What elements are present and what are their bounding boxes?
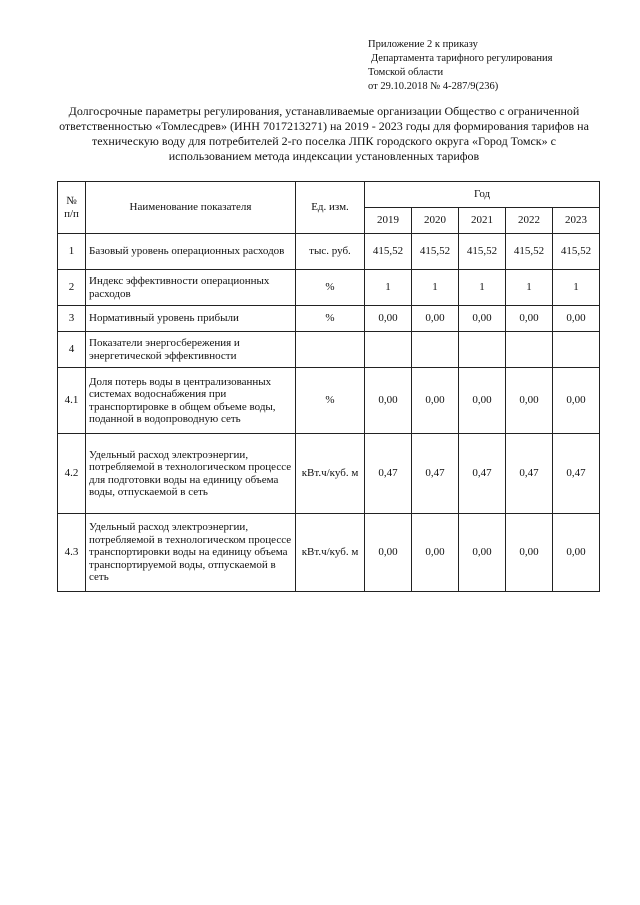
row-value-cell: 0,47 bbox=[365, 434, 412, 514]
row-value-cell: 0,00 bbox=[412, 306, 459, 332]
appendix-line: Приложение 2 к приказу bbox=[368, 39, 478, 50]
row-number-cell: 4 bbox=[58, 332, 86, 368]
table-row bbox=[58, 332, 600, 368]
row-value-cell: 0,00 bbox=[365, 306, 412, 332]
row-value-cell bbox=[553, 332, 600, 368]
row-value-cell: 415,52 bbox=[365, 234, 412, 270]
document-title: Долгосрочные параметры регулирования, устанавливаемые организации Общество с ограниченной ответственностью «Томлесдрев» (ИНН 7017213271) на 2019 - 2023 годы для формирования тарифов на техническую воду для потребителей 2-го поселка ЛПК городского округа «Город Томск» с использованием метода индексации установленных тарифов bbox=[59, 104, 589, 163]
appendix-block bbox=[368, 38, 552, 94]
row-unit-cell: % bbox=[296, 368, 365, 434]
row-number-cell: 4.2 bbox=[58, 434, 86, 514]
row-value-cell: 0,00 bbox=[459, 306, 506, 332]
row-unit-cell: кВт.ч/куб. м bbox=[296, 434, 365, 514]
header-name: Наименование показателя bbox=[86, 182, 296, 234]
row-number-cell: 4.3 bbox=[58, 514, 86, 592]
row-value-cell: 0,00 bbox=[553, 514, 600, 592]
row-value-cell bbox=[459, 332, 506, 368]
row-value-cell: 1 bbox=[412, 270, 459, 306]
table-row bbox=[58, 306, 600, 332]
row-value-cell: 0,00 bbox=[365, 368, 412, 434]
row-value-cell: 415,52 bbox=[553, 234, 600, 270]
header-num: № п/п bbox=[58, 182, 86, 234]
row-value-cell: 0,47 bbox=[553, 434, 600, 514]
row-number-cell: 2 bbox=[58, 270, 86, 306]
row-value-cell: 0,00 bbox=[553, 368, 600, 434]
header-year-cell: 2022 bbox=[506, 208, 553, 234]
row-unit-cell: % bbox=[296, 306, 365, 332]
row-name-cell: Нормативный уровень прибыли bbox=[86, 306, 296, 332]
header-unit: Ед. изм. bbox=[296, 182, 365, 234]
row-value-cell: 0,00 bbox=[459, 368, 506, 434]
row-value-cell: 0,00 bbox=[412, 368, 459, 434]
appendix-line: Департамента тарифного регулирования bbox=[371, 53, 553, 64]
row-value-cell: 0,47 bbox=[506, 434, 553, 514]
table-row bbox=[58, 234, 600, 270]
header-year-cell: 2023 bbox=[553, 208, 600, 234]
header-year-cell: 2020 bbox=[412, 208, 459, 234]
row-name-cell: Удельный расход электроэнергии, потребляемой в технологическом процессе для подготовки воды на единицу объема воды, отпускаемой в сеть bbox=[86, 434, 296, 514]
header-year: Год bbox=[365, 182, 600, 208]
row-value-cell: 0,00 bbox=[506, 368, 553, 434]
row-name-cell: Удельный расход электроэнергии, потребляемой в технологическом процессе транспортировки воды на единицу объема транспортируемой воды, отпускаемой в сеть bbox=[86, 514, 296, 592]
row-value-cell: 0,00 bbox=[412, 514, 459, 592]
row-unit-cell bbox=[296, 332, 365, 368]
table-row bbox=[58, 514, 600, 592]
row-value-cell: 0,00 bbox=[506, 514, 553, 592]
row-value-cell: 1 bbox=[553, 270, 600, 306]
appendix-line: Томской области bbox=[368, 67, 444, 78]
appendix-line: от 29.10.2018 № 4-287/9(236) bbox=[368, 81, 499, 92]
row-value-cell bbox=[506, 332, 553, 368]
row-number-cell: 3 bbox=[58, 306, 86, 332]
row-value-cell: 1 bbox=[365, 270, 412, 306]
row-unit-cell: % bbox=[296, 270, 365, 306]
header-year-cell: 2021 bbox=[459, 208, 506, 234]
row-value-cell: 0,47 bbox=[412, 434, 459, 514]
row-value-cell bbox=[412, 332, 459, 368]
table-row bbox=[58, 434, 600, 514]
row-name-cell: Доля потерь воды в централизованных системах водоснабжения при транспортировке в общем объеме воды, поданной в водопроводную сеть bbox=[86, 368, 296, 434]
table-row bbox=[58, 270, 600, 306]
row-value-cell: 1 bbox=[506, 270, 553, 306]
row-unit-cell: тыс. руб. bbox=[296, 234, 365, 270]
row-value-cell: 1 bbox=[459, 270, 506, 306]
row-value-cell: 415,52 bbox=[459, 234, 506, 270]
row-unit-cell: кВт.ч/куб. м bbox=[296, 514, 365, 592]
row-name-cell: Показатели энергосбережения и энергетической эффективности bbox=[86, 332, 296, 368]
row-number-cell: 4.1 bbox=[58, 368, 86, 434]
table-row bbox=[58, 368, 600, 434]
row-value-cell: 0,00 bbox=[365, 514, 412, 592]
row-value-cell: 0,00 bbox=[553, 306, 600, 332]
parameters-table bbox=[57, 181, 600, 592]
row-value-cell: 0,47 bbox=[459, 434, 506, 514]
row-name-cell: Базовый уровень операционных расходов bbox=[86, 234, 296, 270]
row-value-cell: 0,00 bbox=[459, 514, 506, 592]
row-value-cell bbox=[365, 332, 412, 368]
header-year-cell: 2019 bbox=[365, 208, 412, 234]
row-number-cell: 1 bbox=[58, 234, 86, 270]
row-value-cell: 415,52 bbox=[412, 234, 459, 270]
row-value-cell: 415,52 bbox=[506, 234, 553, 270]
row-value-cell: 0,00 bbox=[506, 306, 553, 332]
row-name-cell: Индекс эффективности операционных расходов bbox=[86, 270, 296, 306]
